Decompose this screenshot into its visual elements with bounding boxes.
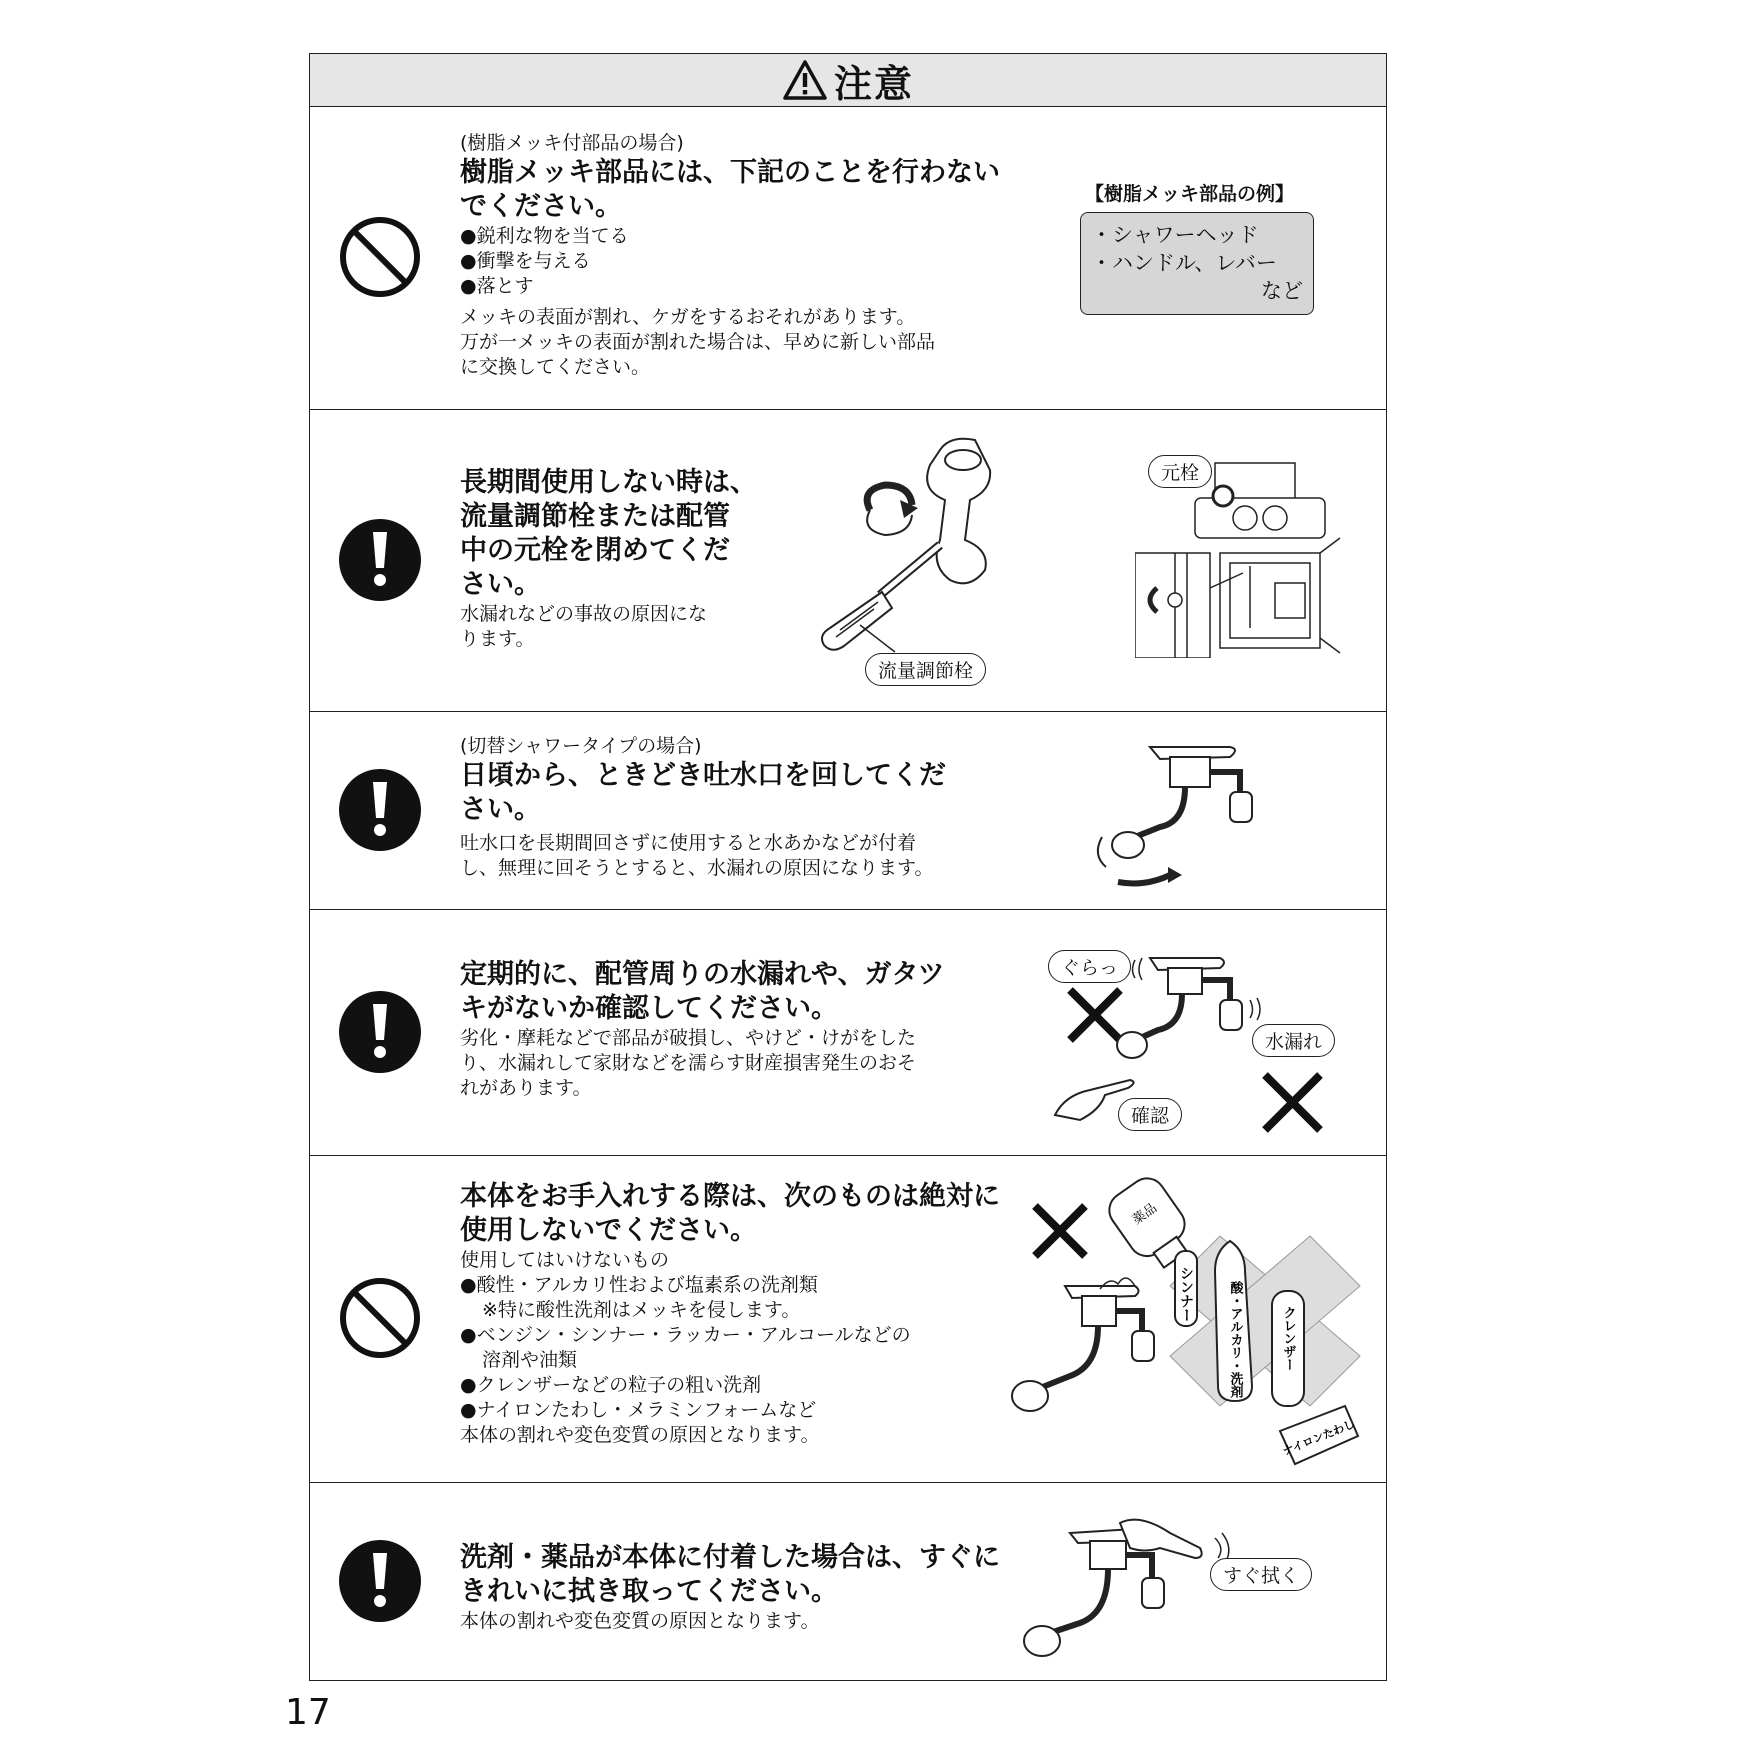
- row1-body-1: メッキの表面が割れ、ケガをするおそれがあります。: [460, 306, 916, 328]
- row4-body-2: り、水漏れして家財などを濡らす財産損害発生のおそ: [460, 1052, 917, 1074]
- row3-text: [460, 734, 1020, 881]
- row2-body-1: 水漏れなどの事故の原因にな: [460, 603, 708, 625]
- row-check-leaks: [310, 910, 1386, 1156]
- row5-heading-1: 本体をお手入れする際は、次のものは絶対に: [460, 1181, 1000, 1212]
- row5-bullet-5: ●クレンザーなどの粒子の粗い洗剤: [460, 1374, 762, 1396]
- row2-heading-3: 中の元栓を閉めてくだ: [460, 535, 730, 566]
- main-valve-illustration: [1135, 458, 1345, 658]
- leak-label: 水漏れ: [1252, 1024, 1335, 1057]
- row5-bullet-4: 溶剤や油類: [482, 1349, 578, 1371]
- row4-text: [460, 958, 1020, 1101]
- row-rotate-spout: [310, 712, 1386, 910]
- mandatory-action-icon: [338, 768, 422, 852]
- row4-heading-1: 定期的に、配管周りの水漏れや、ガタツ: [460, 959, 945, 990]
- row1-pre: (樹脂メッキ付部品の場合): [460, 132, 684, 154]
- row-cleaning-prohibited: [310, 1156, 1386, 1483]
- row5-heading-2: 使用しないでください。: [460, 1215, 757, 1246]
- row2-heading-2: 流量調節栓または配管: [460, 501, 730, 532]
- caution-title: 注意: [833, 61, 914, 106]
- wipe-label: すぐ拭く: [1210, 1558, 1312, 1591]
- example-item-3: など: [1261, 279, 1303, 303]
- mandatory-action-icon: [338, 990, 422, 1074]
- row3-heading-1: 日頃から、ときどき吐水口を回してくだ: [460, 760, 946, 791]
- row6-heading-2: きれいに拭き取ってください。: [460, 1576, 838, 1607]
- bottle-label: 薬品: [1129, 1200, 1160, 1228]
- wobble-label: ぐらっ: [1048, 950, 1131, 983]
- row3-pre: (切替シャワータイプの場合): [460, 735, 702, 757]
- row3-body-2: し、無理に回そうとすると、水漏れの原因になります。: [460, 857, 934, 879]
- prohibition-icon: [338, 1276, 422, 1360]
- row4-body-3: れがあります。: [460, 1077, 592, 1099]
- row2-heading-1: 長期間使用しない時は、: [460, 467, 757, 498]
- mandatory-action-icon: [338, 518, 422, 602]
- row1-bullet-1: ●鋭利な物を当てる: [460, 225, 629, 247]
- page-number: 17: [285, 1692, 331, 1733]
- row6-heading-1: 洗剤・薬品が本体に付着した場合は、すぐに: [460, 1542, 1000, 1573]
- row2-body-2: ります。: [460, 628, 535, 650]
- main-valve-label: 元栓: [1148, 455, 1212, 488]
- caution-frame: [309, 53, 1387, 1681]
- shower-faucet-rotate-illustration: [1090, 737, 1290, 897]
- row1-heading-1: 樹脂メッキ部品には、下記のことを行わない: [460, 157, 1000, 188]
- prohibition-icon: [338, 215, 422, 299]
- row4-body-1: 劣化・摩耗などで部品が破損し、やけど・けがをした: [460, 1027, 917, 1049]
- valve-label: 流量調節栓: [865, 653, 986, 686]
- cleanser-label: クレンザー: [1280, 1306, 1296, 1371]
- row3-heading-2: さい。: [460, 794, 541, 825]
- flow-valve-illustration: [800, 430, 1060, 660]
- row3-body-1: 吐水口を長期間回さずに使用すると水あかなどが付着: [460, 832, 917, 854]
- cleaning-products-illustration: [990, 1166, 1375, 1476]
- row2-text: [460, 466, 760, 652]
- row6-body-1: 本体の割れや変色変質の原因となります。: [460, 1610, 820, 1632]
- row5-bullet-6: ●ナイロンたわし・メラミンフォームなど: [460, 1399, 817, 1421]
- example-box: [1080, 212, 1314, 315]
- row-resin-plating: [310, 107, 1386, 410]
- warning-triangle-icon: [782, 59, 828, 101]
- thinner-label: シンナー: [1178, 1266, 1194, 1322]
- row5-bullet-3: ●ベンジン・シンナー・ラッカー・アルコールなどの: [460, 1324, 911, 1346]
- row4-heading-2: キがないか確認してください。: [460, 993, 838, 1024]
- wipe-faucet-illustration: [1020, 1503, 1250, 1673]
- mandatory-action-icon: [338, 1539, 422, 1623]
- row-wipe-immediately: [310, 1483, 1386, 1680]
- caution-header: [310, 54, 1386, 107]
- row1-heading-2: でください。: [460, 191, 622, 222]
- check-label: 確認: [1118, 1098, 1182, 1131]
- row1-text: [460, 131, 1020, 380]
- row1-bullet-2: ●衝撃を与える: [460, 250, 591, 272]
- row5-text: [460, 1180, 1040, 1448]
- row-long-term-nonuse: [310, 410, 1386, 712]
- example-title: 【樹脂メッキ部品の例】: [1085, 183, 1295, 205]
- row6-text: [460, 1541, 1040, 1634]
- row5-sub: 使用してはいけないもの: [460, 1249, 670, 1271]
- row1-body-2: 万が一メッキの表面が割れた場合は、早めに新しい部品: [460, 331, 936, 353]
- acid-label: 酸・アルカリ・洗剤: [1227, 1281, 1243, 1398]
- row5-body-1: 本体の割れや変色変質の原因となります。: [460, 1424, 820, 1446]
- scrub-label: ナイロンたわし: [1280, 1417, 1357, 1459]
- row1-bullet-3: ●落とす: [460, 275, 534, 297]
- example-item-2: ・ハンドル、レバー: [1091, 251, 1277, 275]
- row2-heading-4: さい。: [460, 569, 541, 600]
- row5-bullet-2: ※特に酸性洗剤はメッキを侵します。: [482, 1299, 801, 1321]
- row5-bullet-1: ●酸性・アルカリ性および塩素系の洗剤類: [460, 1274, 818, 1296]
- example-item-1: ・シャワーヘッド: [1091, 223, 1259, 247]
- row1-body-3: に交換してください。: [460, 356, 651, 378]
